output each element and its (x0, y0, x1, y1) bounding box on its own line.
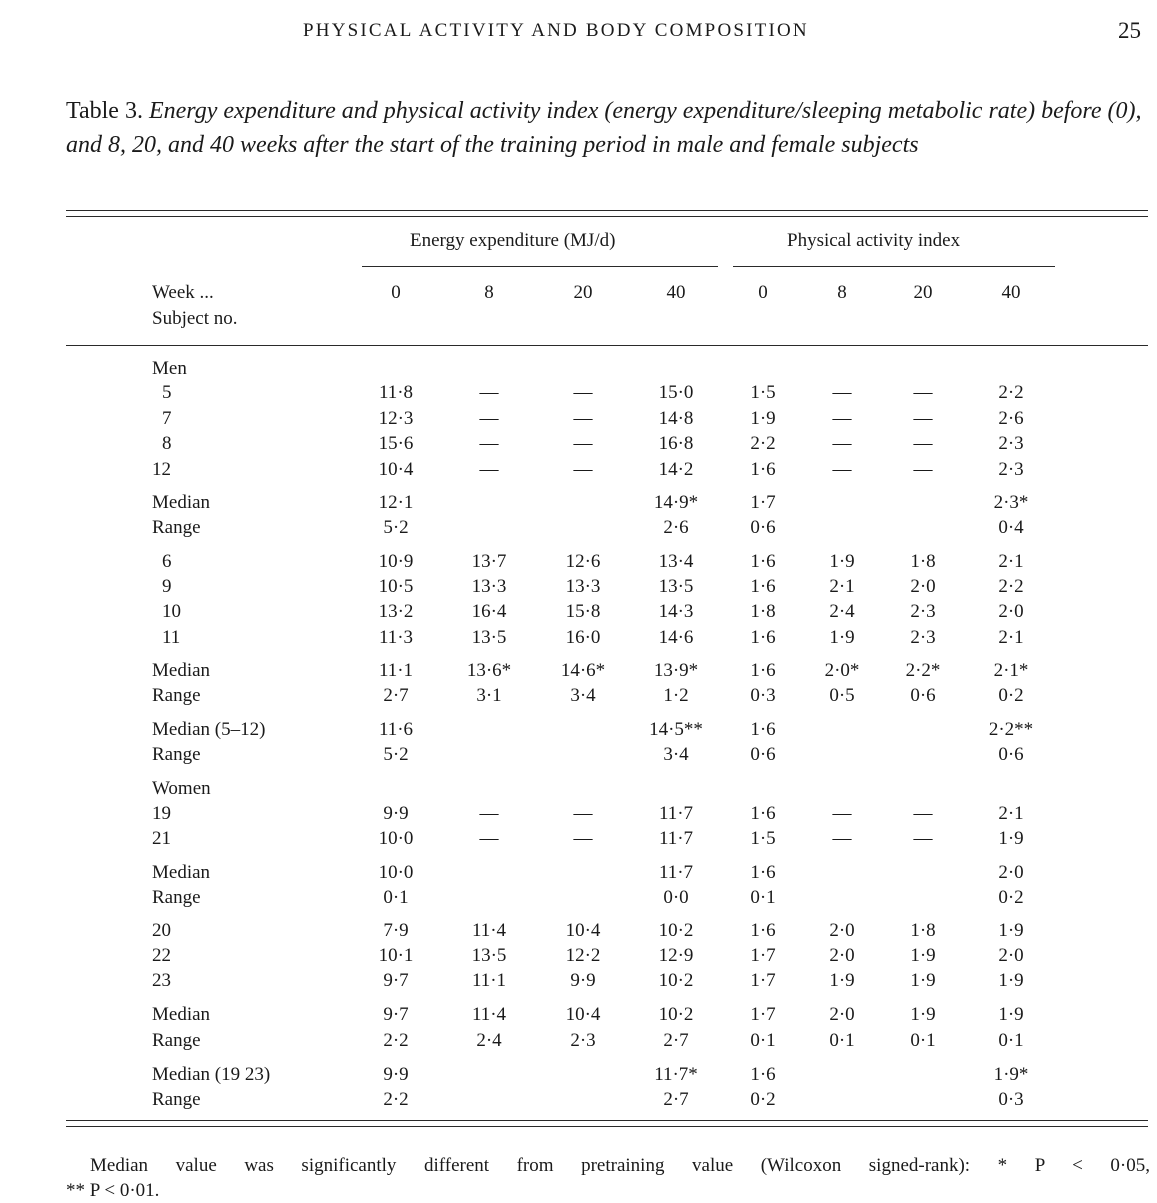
table-cell: 0·6 (998, 744, 1024, 765)
table-cell: 2·2 (750, 433, 776, 454)
table-cell: 1·7 (750, 945, 776, 966)
table-cell: 1·9 (910, 945, 936, 966)
table-cell: — (573, 828, 593, 849)
top-rule-second (66, 216, 1148, 217)
week-stub-header: Week ... (152, 282, 214, 303)
row-label: Range (152, 685, 201, 706)
table-cell: 10·2 (658, 920, 694, 941)
table-cell: 13·7 (471, 551, 507, 572)
table-cell: — (573, 433, 593, 454)
table-cell: 1·5 (750, 382, 776, 403)
week-header-5: 8 (837, 282, 847, 303)
table-cell: 10·0 (378, 862, 414, 883)
table-cell: — (913, 382, 933, 403)
table-cell: 10·4 (378, 459, 414, 480)
table-cell: 11·7 (658, 862, 694, 883)
table-cell: 16·0 (565, 627, 601, 648)
table-cell: 1·8 (910, 920, 936, 941)
row-label: 10 (162, 601, 181, 622)
activity-index-header: Physical activity index (787, 230, 961, 251)
table-cell: — (573, 408, 593, 429)
table-cell: — (479, 459, 499, 480)
table-cell: — (913, 433, 933, 454)
table-cell: 1·9 (910, 970, 936, 991)
table-cell: 13·3 (471, 576, 507, 597)
top-rule (66, 210, 1148, 211)
table-caption-text: Energy expenditure and physical activity index (energy expenditure/sleeping metabolic rate) before (0), and 8, 20, and 40 weeks after the start of the training period in male and female subjects (66, 98, 1142, 158)
week-header-2: 20 (573, 282, 593, 303)
table-cell: 12·9 (658, 945, 694, 966)
running-head: PHYSICAL ACTIVITY AND BODY COMPOSITION (303, 20, 809, 41)
table-cell: — (479, 828, 499, 849)
table-cell: 3·4 (570, 685, 596, 706)
table-cell: — (573, 382, 593, 403)
week-header-6: 20 (913, 282, 933, 303)
row-label: 12 (152, 459, 171, 480)
table-cell: 2·0 (998, 945, 1024, 966)
row-label: Median (152, 1004, 211, 1025)
table-cell: — (832, 433, 852, 454)
table-cell: 10·4 (565, 920, 601, 941)
row-label: Median (152, 862, 211, 883)
row-label: Median (5–12) (152, 719, 266, 740)
table-cell: 14·2 (658, 459, 694, 480)
table-cell: 2·7 (663, 1089, 689, 1110)
table-cell: 7·9 (383, 920, 409, 941)
table-cell: 10·4 (565, 1004, 601, 1025)
table-cell: — (832, 459, 852, 480)
week-header-7: 40 (1001, 282, 1021, 303)
table-cell: 1·9 (750, 408, 776, 429)
pai-group-rule (733, 266, 1055, 267)
table-cell: 13·2 (378, 601, 414, 622)
table-cell: 2·2 (998, 576, 1024, 597)
table-cell: 0·3 (750, 685, 776, 706)
table-cell: 1·9 (829, 627, 855, 648)
table-cell: — (913, 828, 933, 849)
row-label: Median (19 23) (152, 1064, 271, 1085)
table-cell: 2·3 (910, 627, 936, 648)
header-bottom-rule (66, 345, 1148, 346)
table-cell: — (832, 408, 852, 429)
table-cell: 13·3 (565, 576, 601, 597)
table-cell: 3·4 (663, 744, 689, 765)
table-cell: 2·7 (663, 1030, 689, 1051)
table-cell: 2·1* (993, 660, 1029, 681)
table-cell: 15·6 (378, 433, 414, 454)
table-cell: 11·1 (378, 660, 414, 681)
table-cell: 13·4 (658, 551, 694, 572)
table-cell: 2·2 (998, 382, 1024, 403)
table-cell: 0·6 (750, 744, 776, 765)
table-cell: 5·2 (383, 517, 409, 538)
row-label: 5 (162, 382, 172, 403)
table-cell: 3·1 (476, 685, 502, 706)
table-cell: 12·6 (565, 551, 601, 572)
table-cell: — (913, 408, 933, 429)
table-cell: 1·8 (750, 601, 776, 622)
table-cell: 1·9 (998, 1004, 1024, 1025)
row-label: Range (152, 517, 201, 538)
table-cell: 2·3 (998, 433, 1024, 454)
table-cell: — (479, 382, 499, 403)
table-cell: — (479, 803, 499, 824)
row-label: 7 (162, 408, 172, 429)
table-cell: 14·3 (658, 601, 694, 622)
table-cell: 0·2 (750, 1089, 776, 1110)
week-header-0: 0 (391, 282, 401, 303)
table-cell: 12·3 (378, 408, 414, 429)
table-cell: 0·1 (829, 1030, 855, 1051)
energy-group-rule (362, 266, 718, 267)
table-cell: 11·6 (378, 719, 414, 740)
table-cell: 2·2 (383, 1089, 409, 1110)
energy-expenditure-header: Energy expenditure (MJ/d) (410, 230, 616, 251)
table-cell: 10·2 (658, 970, 694, 991)
table-cell: 2·4 (829, 601, 855, 622)
table-cell: 1·6 (750, 1064, 776, 1085)
row-label: Range (152, 1089, 201, 1110)
footnote (66, 1153, 1150, 1203)
table-cell: — (832, 828, 852, 849)
table-cell: — (573, 459, 593, 480)
table-cell: — (832, 803, 852, 824)
table-cell: 1·6 (750, 803, 776, 824)
row-label: 21 (152, 828, 171, 849)
table-cell: 0·6 (750, 517, 776, 538)
table-cell: 13·9* (653, 660, 699, 681)
table-cell: 10·9 (378, 551, 414, 572)
table-cell: 1·9* (993, 1064, 1029, 1085)
table-cell: 2·3 (910, 601, 936, 622)
table-cell: 2·3 (998, 459, 1024, 480)
table-cell: 1·7 (750, 492, 776, 513)
row-label: 11 (162, 627, 181, 648)
table-cell: 0·0 (663, 887, 689, 908)
table-cell: 2·0 (998, 862, 1024, 883)
table-cell: 0·1 (750, 1030, 776, 1051)
table-caption (66, 94, 1150, 162)
footnote-line-1: Median value was significantly different from pretraining value (Wilcoxon signed-rank): * P < 0·05, (90, 1155, 1150, 1176)
table-cell: 2·0 (829, 945, 855, 966)
bottom-rule-second (66, 1126, 1148, 1127)
table-cell: 0·4 (998, 517, 1024, 538)
table-cell: 13·6* (466, 660, 512, 681)
table-cell: 2·1 (829, 576, 855, 597)
table-cell: 2·7 (383, 685, 409, 706)
table-cell: 11·7 (658, 828, 694, 849)
table-cell: 10·0 (378, 828, 414, 849)
table-cell: 9·9 (383, 1064, 409, 1085)
table-cell: 13·5 (471, 627, 507, 648)
row-label: 22 (152, 945, 171, 966)
table-cell: — (913, 803, 933, 824)
table-cell: 0·1 (910, 1030, 936, 1051)
table-cell: 14·6 (658, 627, 694, 648)
week-header-4: 0 (758, 282, 768, 303)
table-cell: 2·0 (829, 1004, 855, 1025)
table-cell: 14·6* (560, 660, 606, 681)
table-cell: 15·0 (658, 382, 694, 403)
table-cell: 1·6 (750, 862, 776, 883)
table-cell: 0·3 (998, 1089, 1024, 1110)
table-cell: 9·7 (383, 970, 409, 991)
table-cell: 11·7 (658, 803, 694, 824)
table-cell: 2·6 (663, 517, 689, 538)
table-cell: 0·6 (910, 685, 936, 706)
table-cell: 2·0 (998, 601, 1024, 622)
week-header-3: 40 (666, 282, 686, 303)
table-cell: 1·7 (750, 970, 776, 991)
table-cell: 11·7* (654, 1064, 698, 1085)
table-cell: 1·6 (750, 660, 776, 681)
table-cell: 1·6 (750, 920, 776, 941)
bottom-rule (66, 1120, 1148, 1121)
table-cell: 15·8 (565, 601, 601, 622)
footnote-line-2: ** P < 0·01. (66, 1180, 160, 1201)
row-label: Range (152, 887, 201, 908)
table-cell: 2·1 (998, 803, 1024, 824)
table-cell: 2·0 (910, 576, 936, 597)
table-cell: 1·9 (829, 970, 855, 991)
table-cell: 12·2 (565, 945, 601, 966)
row-label: Range (152, 1030, 201, 1051)
table-cell: 1·6 (750, 719, 776, 740)
table-cell: 1·9 (998, 970, 1024, 991)
table-cell: 2·1 (998, 627, 1024, 648)
table-cell: — (913, 459, 933, 480)
table-cell: 14·9* (653, 492, 699, 513)
table-cell: 1·6 (750, 627, 776, 648)
table-cell: 16·4 (471, 601, 507, 622)
table-cell: 0·2 (998, 887, 1024, 908)
table-cell: 2·1 (998, 551, 1024, 572)
table-cell: 2·0 (829, 920, 855, 941)
table-cell: 11·4 (471, 920, 507, 941)
table-cell: 0·1 (383, 887, 409, 908)
table-cell: 1·6 (750, 551, 776, 572)
table-cell: 1·5 (750, 828, 776, 849)
table-cell: 2·3 (570, 1030, 596, 1051)
table-cell: 11·8 (378, 382, 414, 403)
row-label: 6 (162, 551, 172, 572)
table-cell: 2·6 (998, 408, 1024, 429)
week-header-1: 8 (484, 282, 494, 303)
row-label: 19 (152, 803, 171, 824)
table-cell: 0·2 (998, 685, 1024, 706)
table-cell: 11·4 (471, 1004, 507, 1025)
table-cell: 1·9 (910, 1004, 936, 1025)
row-label: Men (152, 358, 187, 379)
table-cell: 2·4 (476, 1030, 502, 1051)
row-label: 8 (162, 433, 172, 454)
row-label: 23 (152, 970, 171, 991)
table-cell: 1·7 (750, 1004, 776, 1025)
table-cell: 11·1 (471, 970, 507, 991)
table-cell: 13·5 (658, 576, 694, 597)
table-cell: 1·9 (829, 551, 855, 572)
row-label: Range (152, 744, 201, 765)
table-cell: — (479, 408, 499, 429)
row-label: Median (152, 660, 211, 681)
row-label: 20 (152, 920, 171, 941)
table-cell: 12·1 (378, 492, 414, 513)
table-cell: 14·8 (658, 408, 694, 429)
table-cell: 14·5** (649, 719, 703, 740)
table-cell: 10·2 (658, 1004, 694, 1025)
table-cell: 16·8 (658, 433, 694, 454)
table-cell: 1·6 (750, 576, 776, 597)
page-number: 25 (1118, 18, 1141, 43)
table-cell: 2·2** (988, 719, 1034, 740)
table-cell: 5·2 (383, 744, 409, 765)
subject-stub-header: Subject no. (152, 308, 238, 329)
table-cell: 13·5 (471, 945, 507, 966)
row-label: 9 (162, 576, 172, 597)
table-cell: — (832, 382, 852, 403)
table-cell: 10·1 (378, 945, 414, 966)
table-cell: 11·3 (378, 627, 414, 648)
table-cell: 0·5 (829, 685, 855, 706)
table-cell: 9·9 (383, 803, 409, 824)
table-cell: 10·5 (378, 576, 414, 597)
table-cell: 1·9 (998, 920, 1024, 941)
table-cell: 1·2 (663, 685, 689, 706)
table-cell: 2·2 (383, 1030, 409, 1051)
row-label: Median (152, 492, 211, 513)
table-cell: — (479, 433, 499, 454)
table-cell: 1·6 (750, 459, 776, 480)
table-cell: 2·3* (993, 492, 1029, 513)
table-cell: 9·7 (383, 1004, 409, 1025)
table-cell: 0·1 (998, 1030, 1024, 1051)
table-cell: — (573, 803, 593, 824)
table-cell: 2·2* (905, 660, 941, 681)
table-cell: 2·0* (824, 660, 860, 681)
table-cell: 9·9 (570, 970, 596, 991)
table-cell: 0·1 (750, 887, 776, 908)
table-label: Table 3. (66, 98, 143, 124)
table-cell: 1·9 (998, 828, 1024, 849)
table-cell: 1·8 (910, 551, 936, 572)
row-label: Women (152, 778, 211, 799)
